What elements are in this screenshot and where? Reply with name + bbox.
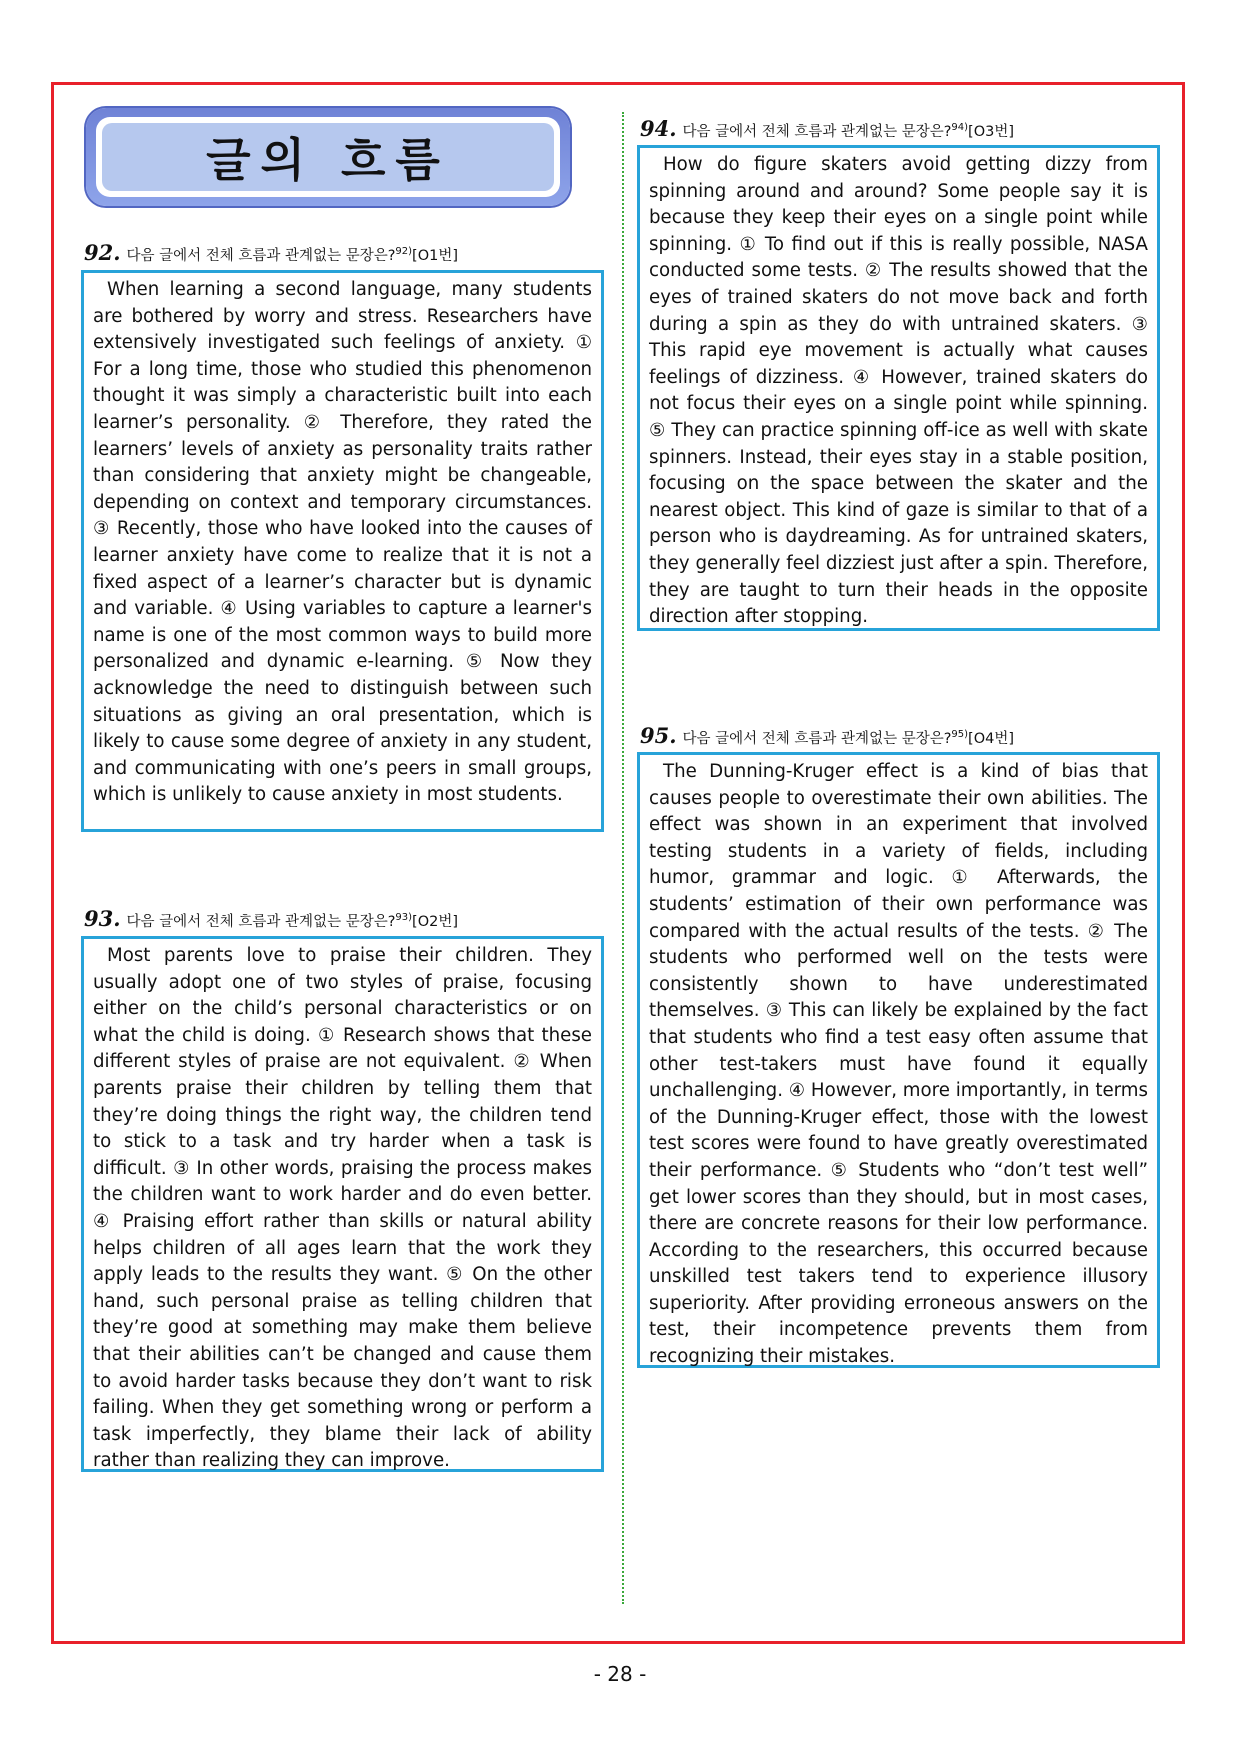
question-prompt: 다음 글에서 전체 흐름과 관계없는 문장은? — [126, 248, 396, 264]
question-code: [O2번] — [412, 914, 459, 930]
question-number: 95. — [640, 723, 677, 748]
question-94-passage-box — [637, 145, 1160, 631]
question-number: 93. — [84, 906, 121, 931]
question-footnote: 94) — [951, 122, 969, 133]
question-number: 94. — [640, 116, 677, 141]
question-code: [O1번] — [412, 248, 459, 264]
question-92-passage: When learning a second language, many students are bothered by worry and stress. Researchers have extensively investigated such feelings of anxiety. ① For a long time, those who studied this phenomenon thought it was simply a characteristic built into each learner’s personality. ② Therefore, they rated the learners’ levels of anxiety as personality traits rather than considering that anxiety might be changeable, depending on context and temporary circumstances. ③ Recently, those who have looked into the causes of learner anxiety have come to realize that it is not a fixed aspect of a learner’s character but is dynamic and variable. ④ Using variables to capture a learner's name is one of the most common ways to build more personalized and dynamic e-learning. ⑤ Now they acknowledge the need to distinguish between such situations as giving an oral presentation, which is likely to cause some degree of anxiety in any student, and communicating with one’s peers in small groups, which is unlikely to cause anxiety in most students. — [93, 279, 592, 806]
page-number: - 28 - — [593, 1662, 647, 1686]
question-93-passage-box — [81, 936, 604, 1472]
question-footnote: 92) — [395, 246, 413, 257]
column-divider — [622, 112, 624, 1604]
question-prompt: 다음 글에서 전체 흐름과 관계없는 문장은? — [682, 731, 952, 747]
question-95-passage: The Dunning-Kruger effect is a kind of bias that causes people to overestimate their own abilities. The effect was shown in an experiment that involved testing students in a variety of fields, including humor, grammar and logic. ① Afterwards, the students’ estimation of their own performance was compared with the actual results of the tests. ② The students who performed well on the tests were consistently shown to have underestimated themselves. ③ This can likely be explained by the fact that students who find a test easy often assume that other test-takers must have found it equally unchallenging. ④ However, more importantly, in terms of the Dunning-Kruger effect, those with the lowest test scores were found to have greatly overestimated their performance. ⑤ Students who “don’t test well” get lower scores than they should, but in most cases, there are concrete reasons for their low performance. According to the researchers, this occurred because unskilled test takers tend to experience illusory superiority. After providing erroneous answers on the test, their incompetence prevents them from recognizing their mistakes. — [649, 761, 1148, 1368]
question-93-passage: Most parents love to praise their children. They usually adopt one of two styles of praise, focusing either on the child’s personal characteristics or on what the child is doing. ① Research shows that these different styles of praise are not equivalent. ② When parents praise their children by telling them that they’re doing things the right way, the children tend to stick to a task and try harder when a task is difficult. ③ In other words, praising the process makes the children want to work harder and do even better. ④ Praising effort rather than skills or natural ability helps children of all ages learn that the work they apply leads to the results they want. ⑤ On the other hand, such personal praise as telling children that they’re good at something may make them believe that their abilities can’t be changed and cause them to avoid harder tasks because they don’t want to risk failing. When they get something wrong or perform a task imperfectly, they blame their lack of ability rather than realizing they can improve. — [93, 945, 592, 1472]
question-code: [O4번] — [968, 731, 1015, 747]
question-94-header — [640, 118, 1014, 142]
question-number: 92. — [84, 240, 121, 265]
question-95-header — [640, 725, 1014, 749]
question-93-header — [84, 908, 458, 932]
question-92-passage-box — [81, 270, 604, 832]
question-footnote: 95) — [951, 729, 969, 740]
question-prompt: 다음 글에서 전체 흐름과 관계없는 문장은? — [126, 914, 396, 930]
question-95-passage-box — [637, 752, 1160, 1368]
question-92-header — [84, 242, 458, 266]
question-94-passage: How do figure skaters avoid getting dizzy from spinning around and around? Some people say it is because they keep their eyes on a single point while spinning. ① To find out if this is really possible, NASA conducted some tests. ② The results showed that the eyes of trained skaters do not move back and forth during a spin as they do with untrained skaters. ③ This rapid eye movement is actually what causes feelings of dizziness. ④ However, trained skaters do not focus their eyes on a single point while spinning. ⑤ They can practice spinning off-ice as well with skate spinners. Instead, their eyes stay in a stable position, focusing on the space between the skater and the nearest object. This kind of gaze is similar to that of a person who is daydreaming. As for untrained skaters, they generally feel dizziest just after a spin. Therefore, they are taught to turn their heads in the opposite direction after stopping. — [649, 154, 1148, 628]
section-title: 글의 흐름 — [206, 133, 450, 187]
question-footnote: 93) — [395, 912, 413, 923]
section-banner — [86, 108, 570, 206]
question-prompt: 다음 글에서 전체 흐름과 관계없는 문장은? — [682, 124, 952, 140]
question-code: [O3번] — [968, 124, 1015, 140]
